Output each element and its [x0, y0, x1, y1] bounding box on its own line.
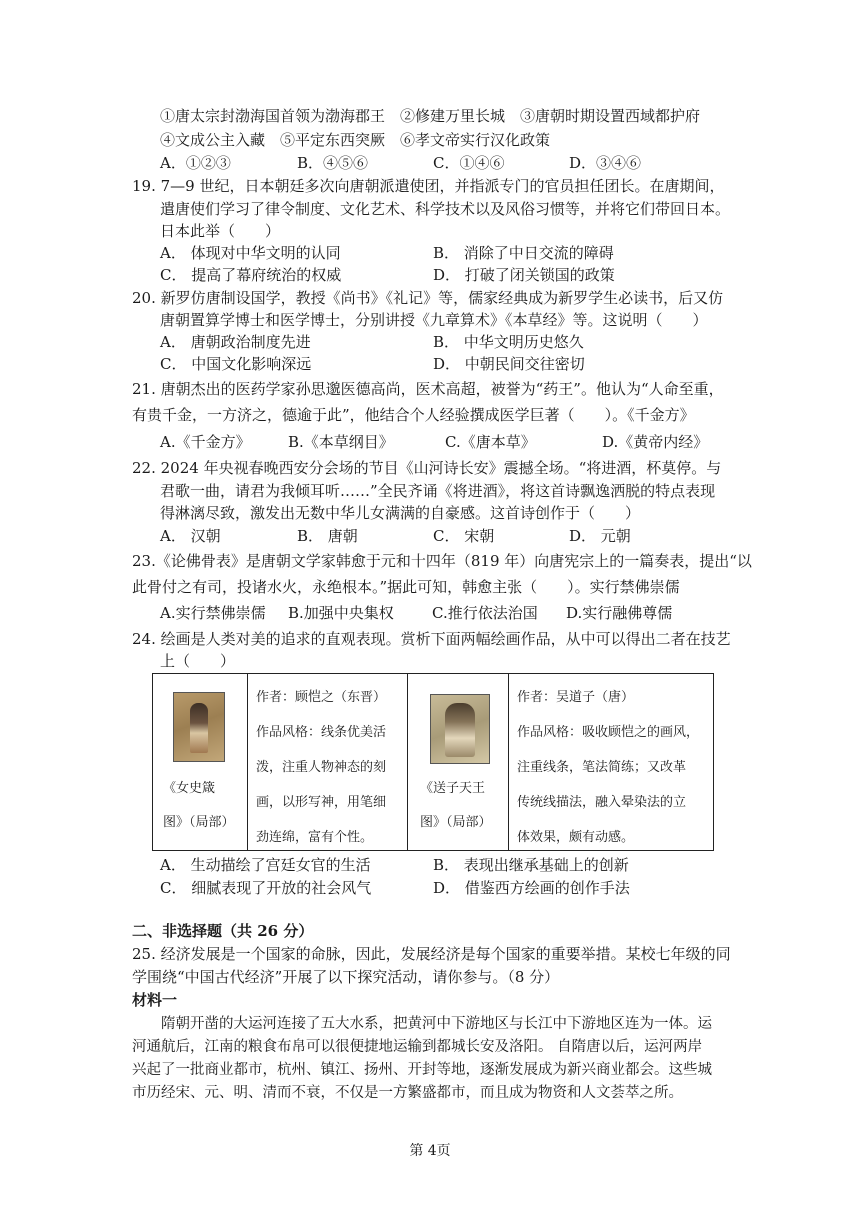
- q21-option-c: C.《唐本草》: [445, 433, 536, 451]
- left-desc-line: 作者：顾恺之（东晋）: [256, 690, 387, 705]
- material-1-line: 隋朝开凿的大运河连接了五大水系，把黄河中下游地区与长江中下游地区连为一体。运: [132, 1016, 712, 1032]
- q22-stem-line3: 得淋漓尽致，激发出无数中华儿女满满的自豪感。这首诗创作于（ ）: [160, 504, 641, 522]
- q24-option-a: A． 生动描绘了宫廷女官的生活: [160, 856, 371, 874]
- left-painting-cell: [153, 674, 248, 851]
- left-painting-desc-cell: [248, 674, 408, 851]
- q24-option-b: B． 表现出继承基础上的创新: [433, 856, 629, 874]
- right-desc-line: 作品风格：吸收顾恺之的画风，: [517, 725, 700, 740]
- q23-option-b: B.加强中央集权: [288, 604, 394, 622]
- q20-option-d: D． 中朝民间交往密切: [433, 355, 585, 373]
- right-desc-line: 作者：吴道子（唐）: [517, 690, 635, 705]
- q24-stem-line1: 24. 绘画是人类对美的追求的直观表现。赏析下面两幅绘画作品，从中可以得出二者在技艺: [132, 630, 731, 648]
- left-desc-line: 劲连绵，富有个性。: [256, 830, 374, 845]
- q22-option-b: B． 唐朝: [297, 527, 358, 545]
- q18-option-a: A．①②③: [160, 154, 231, 172]
- q23-option-a: A.实行禁佛崇儒: [160, 604, 266, 622]
- q21-option-a: A.《千金方》: [160, 433, 251, 451]
- right-desc-line: 注重线条，笔法简练；又改革: [517, 760, 687, 775]
- left-desc-line: 泼，注重人物神态的刻: [256, 760, 387, 775]
- q24-option-c: C． 细腻表现了开放的社会风气: [160, 879, 372, 897]
- q24-option-d: D． 借鉴西方绘画的创作手法: [433, 879, 630, 897]
- left-painting-caption-1: 《女史箴: [163, 781, 216, 796]
- q18-option-c: C．①④⑥: [433, 154, 505, 172]
- left-desc-line: 画，以形写神，用笔细: [256, 795, 387, 810]
- q25-stem-line2: 学围绕“中国古代经济”开展了以下探究活动，请你参与。（8 分）: [132, 968, 560, 986]
- q19-option-d: D． 打破了闭关锁国的政策: [433, 266, 615, 284]
- section-2-title: 二、非选择题（共 26 分）: [132, 922, 314, 940]
- q20-stem-line2: 唐朝置算学博士和医学博士，分别讲授《九章算术》《本草经》等。这说明（ ）: [160, 311, 708, 329]
- q20-option-a: A． 唐朝政治制度先进: [160, 333, 311, 351]
- q20-option-c: C． 中国文化影响深远: [160, 355, 312, 373]
- q20-option-b: B． 中华文明历史悠久: [433, 333, 584, 351]
- right-painting-desc-cell: [509, 674, 714, 851]
- q19-option-c: C． 提高了幕府统治的权威: [160, 266, 342, 284]
- q23-stem-line1: 23.《论佛骨表》是唐朝文学家韩愈于元和十四年（819 年）向唐宪宗上的一篇奏表，提出“以: [132, 552, 752, 570]
- q21-stem-line2: 有贵千金，一方济之，德逾于此”，他结合个人经验撰成医学巨著（ ）。《千金方》: [132, 406, 695, 424]
- q18-option-b: B．④⑤⑥: [297, 154, 369, 172]
- material-1-title: 材料一: [132, 991, 178, 1009]
- right-painting-cell: [408, 674, 509, 851]
- material-1-line: 兴起了一批商业都市，杭州、镇江、扬州、开封等地，逐渐发展成为新兴商业都会。这些城: [132, 1062, 712, 1078]
- q19-stem-line2: 遣唐使们学习了律令制度、文化艺术、科学技术以及风俗习惯等，并将它们带回日本。: [160, 200, 731, 218]
- q18-option-d: D．③④⑥: [569, 154, 642, 172]
- right-desc-line: 传统线描法，融入晕染法的立: [517, 795, 687, 810]
- page-number: 第 4页: [409, 1143, 451, 1159]
- right-painting-caption-2: 图》（局部）: [420, 815, 492, 830]
- q19-option-a: A． 体现对中华文明的认同: [160, 244, 341, 262]
- songzi-tianwang-painting-image: [430, 694, 490, 764]
- right-painting-caption-1: 《送子天王: [420, 781, 486, 796]
- q25-stem-line1: 25. 经济发展是一个国家的命脉，因此，发展经济是每个国家的重要举措。某校七年级的同: [132, 945, 731, 963]
- right-desc-line: 体效果，颇有动感。: [517, 830, 635, 845]
- q22-option-d: D． 元朝: [569, 527, 631, 545]
- q18-items-line2: ④文成公主入藏 ⑤平定东西突厥 ⑥孝文帝实行汉化政策: [160, 131, 551, 149]
- q24-stem-line2: 上（ ）: [160, 652, 236, 670]
- q22-option-c: C． 宋朝: [433, 527, 495, 545]
- q21-option-b: B.《本草纲目》: [288, 433, 394, 451]
- q18-items-line1: ①唐太宗封渤海国首领为渤海郡王 ②修建万里长城 ③唐朝时期设置西域都护府: [160, 107, 701, 125]
- nushi-zhen-painting-image: [173, 692, 225, 762]
- material-1-line: 河通航后，江南的粮食布帛可以很便捷地运输到都城长安及洛阳。 自隋唐以后，运河两岸: [132, 1039, 703, 1055]
- left-painting-caption-2: 图》（局部）: [163, 815, 235, 830]
- material-1-line: 市历经宋、元、明、清而不衰，不仅是一方繁盛都市，而且成为物资和人文荟萃之所。: [132, 1085, 683, 1101]
- q21-stem-line1: 21. 唐朝杰出的医药学家孙思邈医德高尚，医术高超，被誉为“药王”。他认为“人命至重，: [132, 380, 724, 398]
- q23-option-c: C.推行依法治国: [432, 604, 538, 622]
- q22-option-a: A． 汉朝: [160, 527, 221, 545]
- q22-stem-line1: 22. 2024 年央视春晚西安分会场的节目《山河诗长安》震撼全场。“将进酒，杯莫停。与: [132, 459, 722, 477]
- q22-stem-line2: 君歌一曲，请君为我倾耳听……”全民齐诵《将进酒》，将这首诗飘逸洒脱的特点表现: [160, 482, 716, 500]
- q20-stem-line1: 20. 新罗仿唐制设国学，教授《尚书》《礼记》等，儒家经典成为新罗学生必读书，后又仿: [132, 289, 724, 307]
- q23-stem-line2: 此骨付之有司，投诸水火，永绝根本。”据此可知，韩愈主张（ ）。实行禁佛崇儒: [132, 578, 680, 596]
- q19-stem-line1: 19. 7—9 世纪，日本朝廷多次向唐朝派遣使团，并指派专门的官员担任团长。在唐期间，: [132, 177, 725, 195]
- left-desc-line: 作品风格：线条优美活: [256, 725, 387, 740]
- painting-comparison-table: [152, 673, 714, 851]
- q19-stem-line3: 日本此举（ ）: [160, 222, 281, 240]
- q21-option-d: D.《黄帝内经》: [602, 433, 709, 451]
- q23-option-d: D.实行融佛尊儒: [566, 604, 673, 622]
- q19-option-b: B． 消除了中日交流的障碍: [433, 244, 614, 262]
